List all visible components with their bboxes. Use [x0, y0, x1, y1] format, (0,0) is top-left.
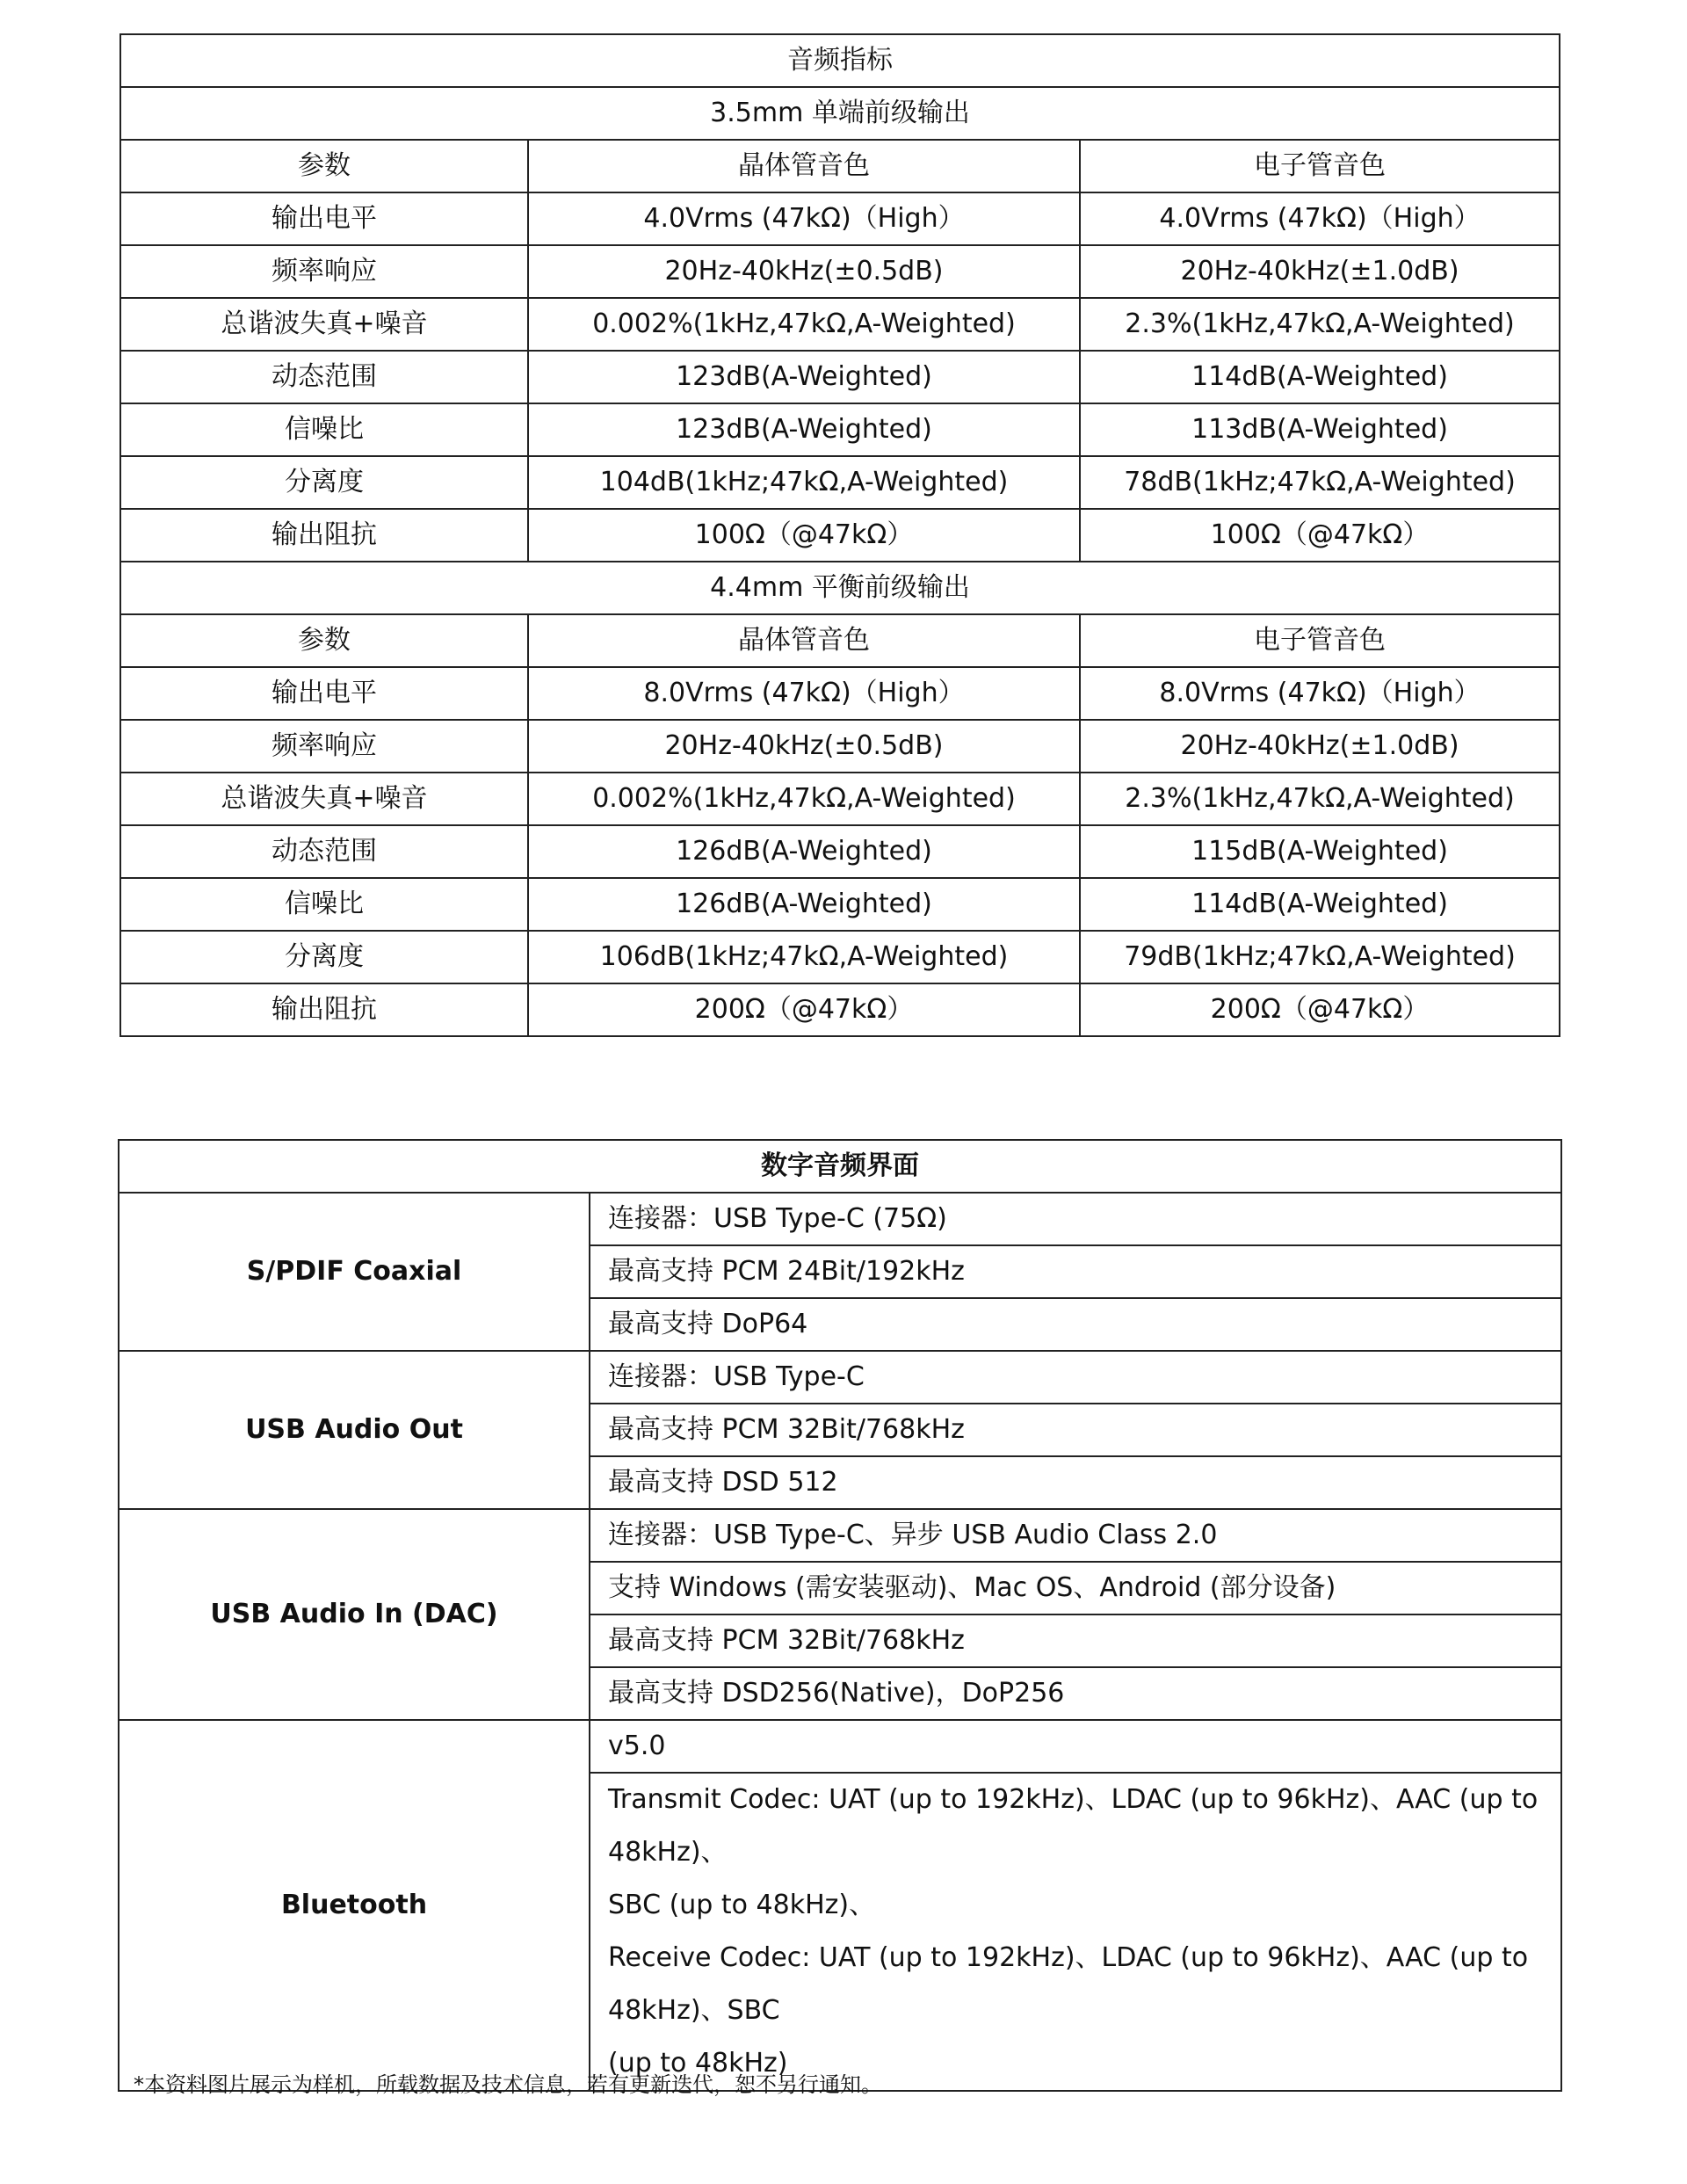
audio-title-row — [120, 34, 1560, 87]
table-row — [120, 351, 1560, 403]
interface-spec: 连接器：USB Type-C (75Ω) — [590, 1193, 1561, 1245]
tube-value: 79dB(1kHz;47kΩ,A-Weighted) — [1080, 931, 1560, 983]
parameter-name: 输出阻抗 — [120, 983, 528, 1036]
tube-value: 20Hz-40kHz(±1.0dB) — [1080, 245, 1560, 298]
column-header: 电子管音色 — [1080, 614, 1560, 667]
parameter-name: 频率响应 — [120, 720, 528, 773]
parameter-name: 动态范围 — [120, 825, 528, 878]
parameter-name: 信噪比 — [120, 403, 528, 456]
parameter-name: 输出阻抗 — [120, 509, 528, 562]
table-row — [120, 245, 1560, 298]
transistor-value: 0.002%(1kHz,47kΩ,A-Weighted) — [528, 773, 1080, 825]
table-row — [120, 720, 1560, 773]
section-title-row — [120, 562, 1560, 614]
tube-value: 20Hz-40kHz(±1.0dB) — [1080, 720, 1560, 773]
parameter-name: 动态范围 — [120, 351, 528, 403]
section-title-row — [120, 87, 1560, 140]
transistor-value: 123dB(A-Weighted) — [528, 403, 1080, 456]
interface-spec: 最高支持 DSD256(Native)，DoP256 — [590, 1667, 1561, 1720]
tube-value: 115dB(A-Weighted) — [1080, 825, 1560, 878]
transistor-value: 0.002%(1kHz,47kΩ,A-Weighted) — [528, 298, 1080, 351]
section-title: 4.4mm 平衡前级输出 — [120, 562, 1560, 614]
transistor-value: 126dB(A-Weighted) — [528, 878, 1080, 931]
column-header: 晶体管音色 — [528, 614, 1080, 667]
table-row — [120, 298, 1560, 351]
interface-spec: 最高支持 DoP64 — [590, 1298, 1561, 1351]
footnote: *本资料图片展示为样机，所载数据及技术信息，若有更新迭代，恕不另行通知。 — [134, 2072, 882, 2097]
audio-spec-table-body — [120, 34, 1560, 1036]
table-row — [120, 192, 1560, 245]
digital-audio-interface-table — [118, 1139, 1562, 2092]
tube-value: 100Ω（@47kΩ） — [1080, 509, 1560, 562]
table-row — [119, 1720, 1561, 1773]
parameter-name: 频率响应 — [120, 245, 528, 298]
section-header-row — [120, 140, 1560, 192]
tube-value: 2.3%(1kHz,47kΩ,A-Weighted) — [1080, 298, 1560, 351]
table-row — [120, 825, 1560, 878]
parameter-name: 分离度 — [120, 931, 528, 983]
codec-line: SBC (up to 48kHz)、 — [608, 1890, 876, 1920]
tube-value: 2.3%(1kHz,47kΩ,A-Weighted) — [1080, 773, 1560, 825]
transistor-value: 104dB(1kHz;47kΩ,A-Weighted) — [528, 456, 1080, 509]
interface-spec: 支持 Windows (需安装驱动)、Mac OS、Android (部分设备) — [590, 1562, 1561, 1614]
interface-spec: 最高支持 DSD 512 — [590, 1456, 1561, 1509]
column-header: 电子管音色 — [1080, 140, 1560, 192]
transistor-value: 20Hz-40kHz(±0.5dB) — [528, 720, 1080, 773]
digital-title-row — [119, 1140, 1561, 1193]
table-row — [119, 1509, 1561, 1562]
table-row — [120, 509, 1560, 562]
parameter-name: 分离度 — [120, 456, 528, 509]
audio-table-title: 音频指标 — [120, 34, 1560, 87]
transistor-value: 4.0Vrms (47kΩ)（High） — [528, 192, 1080, 245]
tube-value: 78dB(1kHz;47kΩ,A-Weighted) — [1080, 456, 1560, 509]
interface-spec: 连接器：USB Type-C — [590, 1351, 1561, 1404]
interface-name: Bluetooth — [119, 1720, 590, 2091]
parameter-name: 输出电平 — [120, 667, 528, 720]
table-row — [120, 878, 1560, 931]
tube-value: 8.0Vrms (47kΩ)（High） — [1080, 667, 1560, 720]
column-header: 参数 — [120, 614, 528, 667]
codec-line: Transmit Codec: UAT (up to 192kHz)、LDAC (up to 96kHz)、AAC (up to 48kHz)、 — [608, 1784, 1539, 1868]
table-row — [119, 1351, 1561, 1404]
column-header: 参数 — [120, 140, 528, 192]
codec-line: Receive Codec: UAT (up to 192kHz)、LDAC (up to 96kHz)、AAC (up to 48kHz)、SBC — [608, 1942, 1529, 2026]
tube-value: 114dB(A-Weighted) — [1080, 351, 1560, 403]
parameter-name: 总谐波失真+噪音 — [120, 773, 528, 825]
digital-table-title: 数字音频界面 — [119, 1140, 1561, 1193]
column-header: 晶体管音色 — [528, 140, 1080, 192]
parameter-name: 信噪比 — [120, 878, 528, 931]
tube-value: 114dB(A-Weighted) — [1080, 878, 1560, 931]
section-header-row — [120, 614, 1560, 667]
tube-value: 4.0Vrms (47kΩ)（High） — [1080, 192, 1560, 245]
transistor-value: 8.0Vrms (47kΩ)（High） — [528, 667, 1080, 720]
table-row — [120, 983, 1560, 1036]
audio-spec-table — [119, 33, 1560, 1037]
parameter-name: 输出电平 — [120, 192, 528, 245]
table-row — [120, 667, 1560, 720]
interface-name: USB Audio Out — [119, 1351, 590, 1509]
tube-value: 113dB(A-Weighted) — [1080, 403, 1560, 456]
digital-audio-interface-table-body — [119, 1140, 1561, 2091]
section-title: 3.5mm 单端前级输出 — [120, 87, 1560, 140]
codec-line: (up to 48kHz) — [608, 2048, 788, 2079]
transistor-value: 100Ω（@47kΩ） — [528, 509, 1080, 562]
table-row — [119, 1193, 1561, 1245]
table-row — [120, 456, 1560, 509]
interface-name: USB Audio In (DAC) — [119, 1509, 590, 1720]
bluetooth-version: v5.0 — [590, 1720, 1561, 1773]
bluetooth-codecs — [590, 1773, 1561, 2091]
interface-spec: 最高支持 PCM 24Bit/192kHz — [590, 1245, 1561, 1298]
transistor-value: 200Ω（@47kΩ） — [528, 983, 1080, 1036]
interface-spec: 最高支持 PCM 32Bit/768kHz — [590, 1614, 1561, 1667]
transistor-value: 126dB(A-Weighted) — [528, 825, 1080, 878]
tube-value: 200Ω（@47kΩ） — [1080, 983, 1560, 1036]
table-row — [120, 403, 1560, 456]
parameter-name: 总谐波失真+噪音 — [120, 298, 528, 351]
table-row — [120, 773, 1560, 825]
table-row — [120, 931, 1560, 983]
interface-name: S/PDIF Coaxial — [119, 1193, 590, 1351]
transistor-value: 123dB(A-Weighted) — [528, 351, 1080, 403]
interface-spec: 最高支持 PCM 32Bit/768kHz — [590, 1404, 1561, 1456]
transistor-value: 106dB(1kHz;47kΩ,A-Weighted) — [528, 931, 1080, 983]
transistor-value: 20Hz-40kHz(±0.5dB) — [528, 245, 1080, 298]
interface-spec: 连接器：USB Type-C、异步 USB Audio Class 2.0 — [590, 1509, 1561, 1562]
